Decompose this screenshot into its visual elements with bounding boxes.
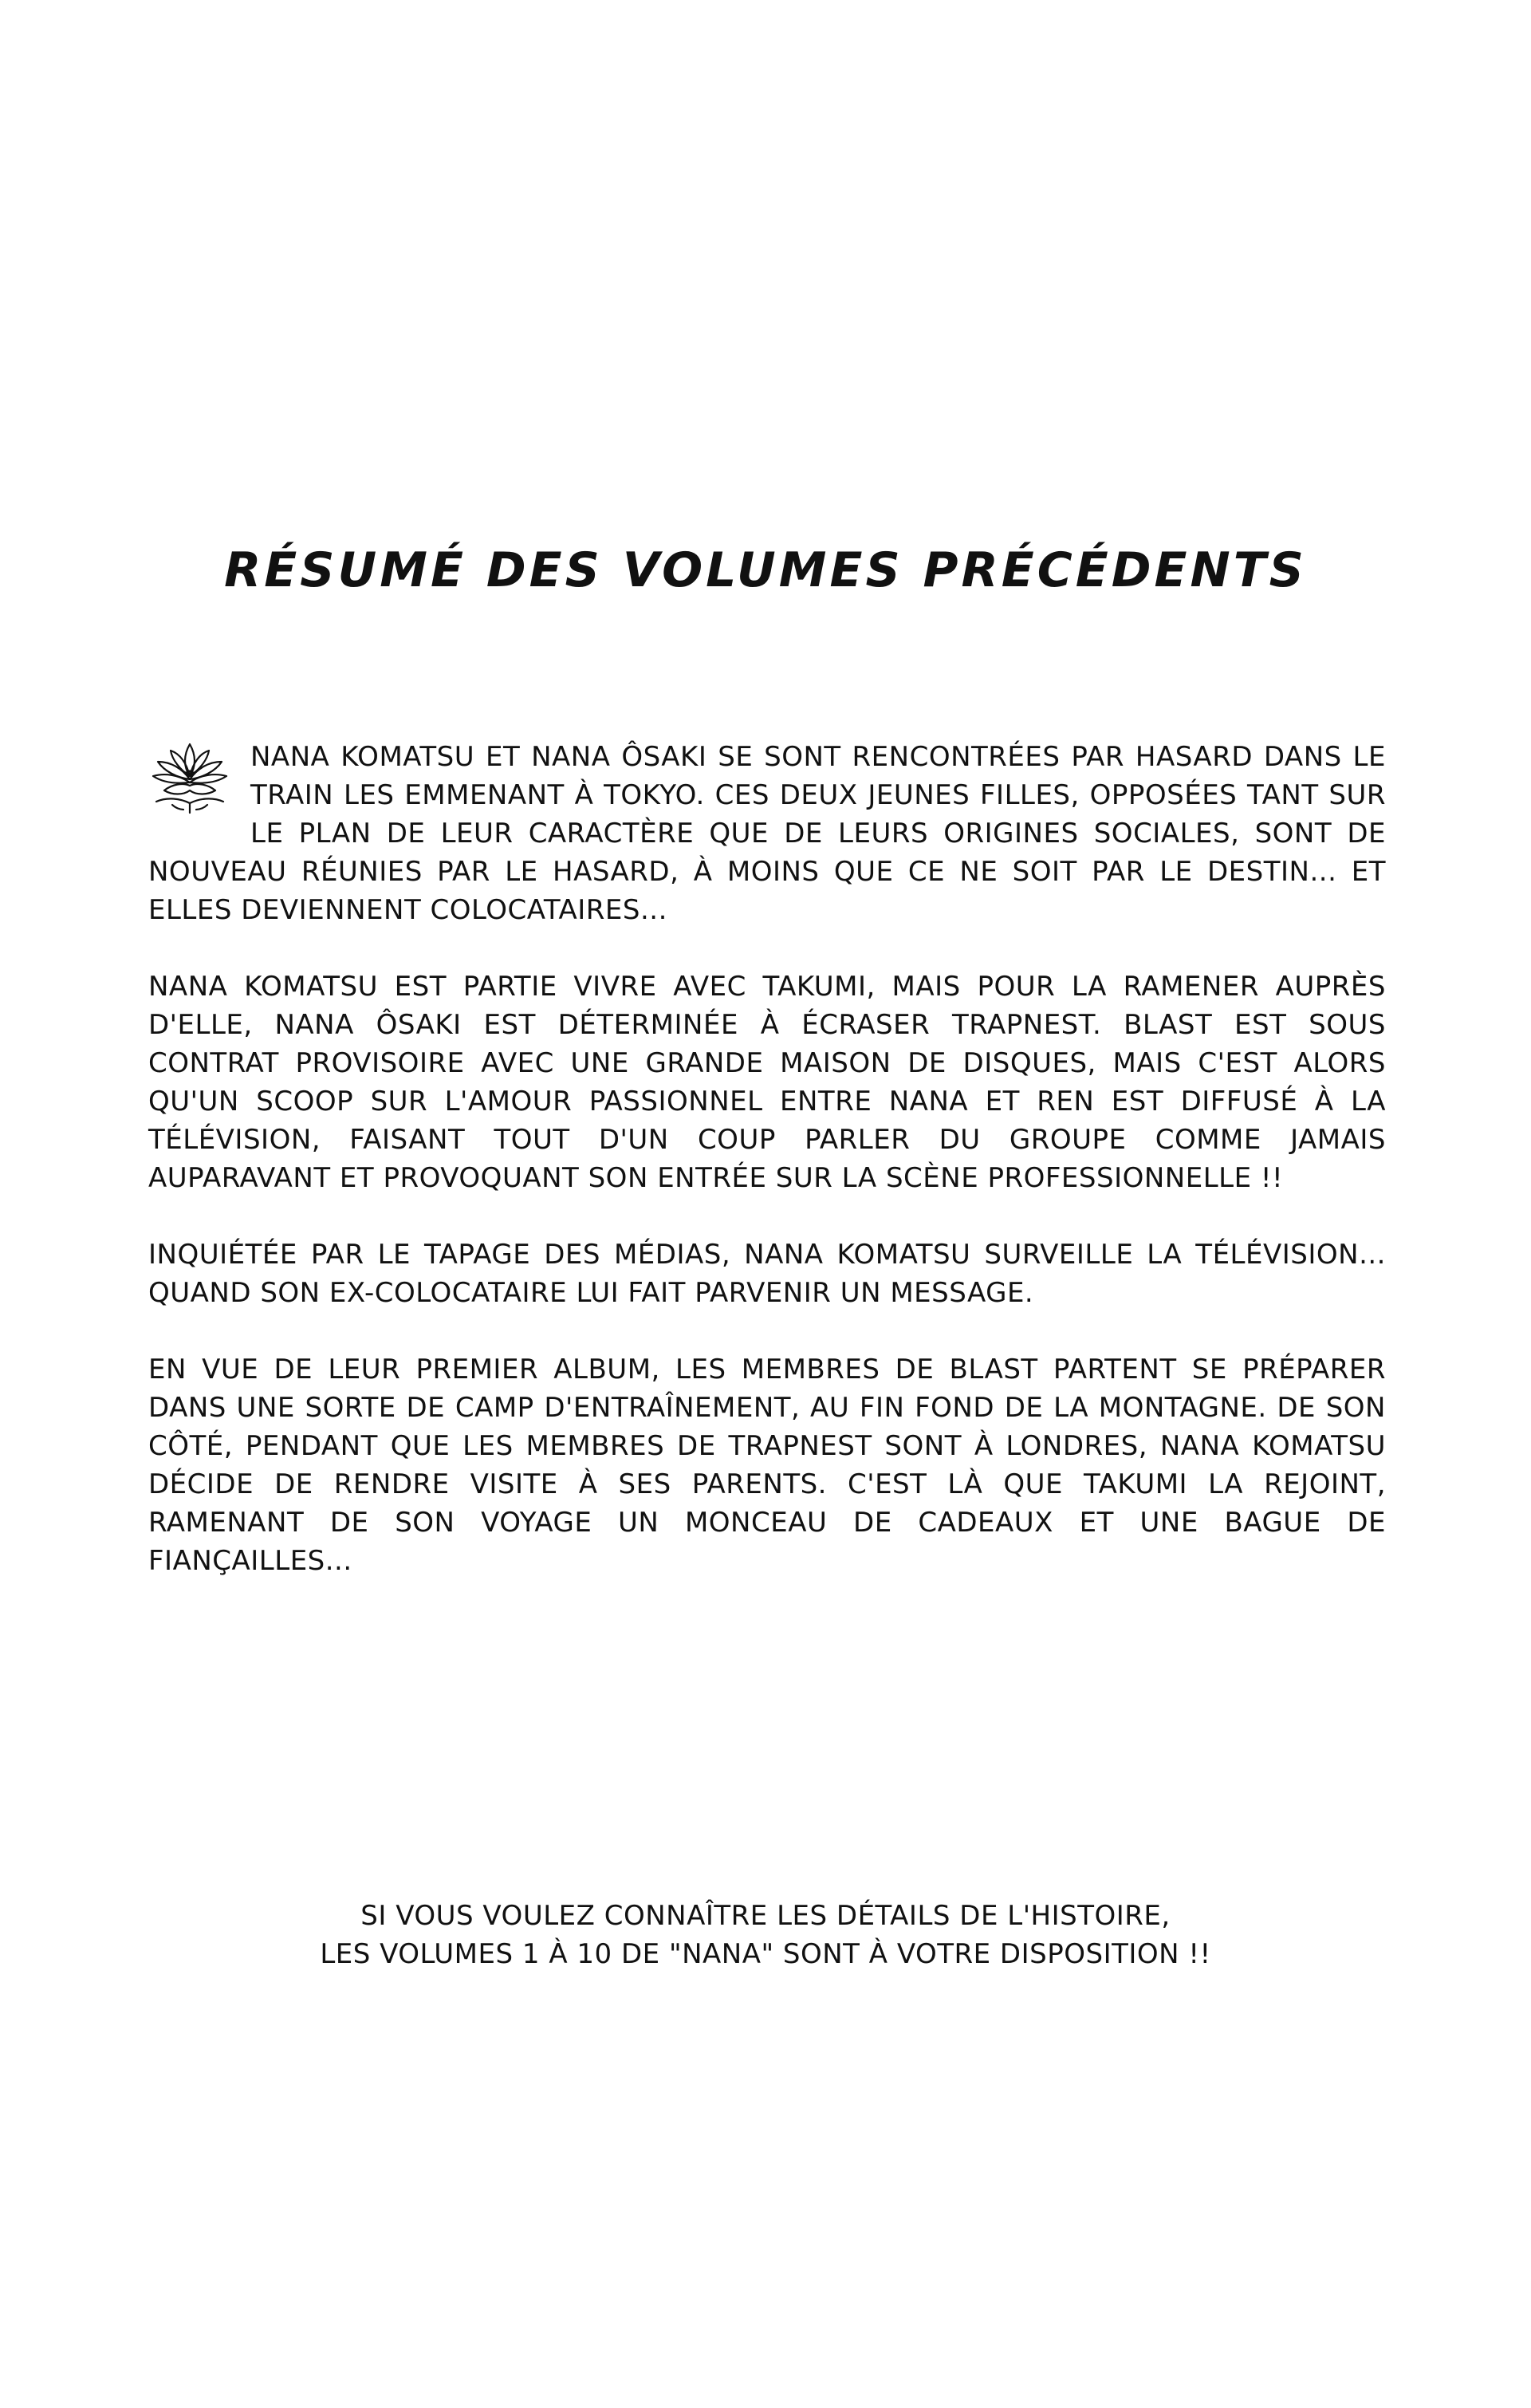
summary-paragraph-2: NANA KOMATSU EST PARTIE VIVRE AVEC TAKUMI, MAIS POUR LA RAMENER AUPRÈS D'ELLE, NANA ÔSAKI EST DÉTERMINÉE À ÉCRASER TRAPNEST. BLAST EST SOUS CONTRAT PROVISOIRE AVEC UNE GRANDE MAISON DE DISQUES, MAIS C'EST ALORS QU'UN SCOOP SUR L'AMOUR PASSIONNEL ENTRE NANA ET REN EST DIFFUSÉ À LA TÉLÉVISION, FAISANT TOUT D'UN COUP PARLER DU GROUPE COMME JAMAIS AUPARAVANT ET PROVOQUANT SON ENTRÉE SUR LA SCÈNE PROFESSIONNELLE !! [148,971,1386,1194]
page-title: RÉSUMÉ DES VOLUMES PRÉCÉDENTS [224,542,1307,598]
lotus-flower-icon [148,738,231,814]
footer-line-2: LES VOLUMES 1 À 10 DE "NANA" SONT À VOTRE DISPOSITION !! [320,1938,1211,1970]
summary-paragraph-1 [148,738,1386,929]
summary-paragraph-3: INQUIÉTÉE PAR LE TAPAGE DES MÉDIAS, NANA KOMATSU SURVEILLE LA TÉLÉVISION... QUAND SON EX-COLOCATAIRE LUI FAIT PARVENIR UN MESSAGE. [148,1239,1386,1309]
summary-text [148,738,1386,1618]
summary-paragraph-4: EN VUE DE LEUR PREMIER ALBUM, LES MEMBRES DE BLAST PARTENT SE PRÉPARER DANS UNE SORTE DE CAMP D'ENTRAÎNEMENT, AU FIN FOND DE LA MONTAGNE. DE SON CÔTÉ, PENDANT QUE LES MEMBRES DE TRAPNEST SONT À LONDRES, NANA KOMATSU DÉCIDE DE RENDRE VISITE À SES PARENTS. C'EST LÀ QUE TAKUMI LA REJOINT, RAMENANT DE SON VOYAGE UN MONCEAU DE CADEAUX ET UNE BAGUE DE FIANÇAILLES... [148,1354,1386,1577]
paragraph-text: NANA KOMATSU ET NANA ÔSAKI SE SONT RENCONTRÉES PAR HASARD DANS LE TRAIN LES EMMENANT À TOKYO. CES DEUX JEUNES FILLES, OPPOSÉES TANT SUR LE PLAN DE LEUR CARACTÈRE QUE DE LEURS ORIGINES SOCIALES, SONT DE NOUVEAU RÉUNIES PAR LE HASARD, À MOINS QUE CE NE SOIT PAR LE DESTIN... ET ELLES DEVIENNENT COLOCATAIRES... [148,741,1386,926]
footer-line-1: SI VOUS VOULEZ CONNAÎTRE LES DÉTAILS DE L'HISTOIRE, [360,1900,1171,1932]
footer-note [0,1897,1531,1973]
